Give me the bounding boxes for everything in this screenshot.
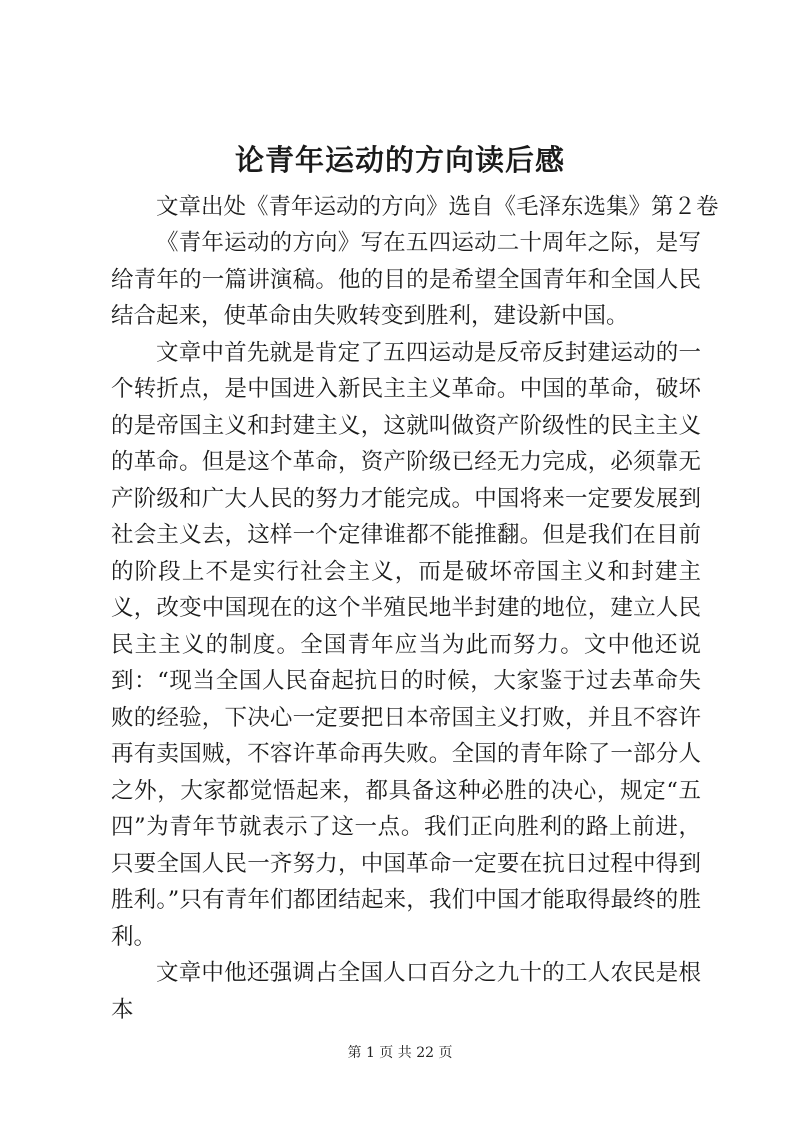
- paragraph-main: 文章中首先就是肯定了五四运动是反帝反封建运动的一个转折点，是中国进入新民主主义革命。中国的革命，破坏的是帝国主义和封建主义，这就叫做资产阶级性的民主主义的革命。但是这个革命，资产阶级已经无力完成，必须靠无产阶级和广大人民的努力才能完成。中国将来一定要发展到社会主义去，这样一个定律谁都不能推翻。但是我们在目前的阶段上不是实行社会主义，而是破坏帝国主义和封建主义，改变中国现在的这个半殖民地半封建的地位，建立人民民主主义的制度。全国青年应当为此而努力。文中他还说到：“现当全国人民奋起抗日的时候，大家鉴于过去革命失败的经验，下决心一定要把日本帝国主义打败，并且不容许再有卖国贼，不容许革命再失败。全国的青年除了一部分人之外，大家都觉悟起来，都具备这种必胜的决心，规定“五四”为青年节就表示了这一点。我们正向胜利的路上前进，只要全国人民一齐努力，中国革命一定要在抗日过程中得到胜利。”只有青年们都团结起来，我们中国才能取得最终的胜利。: [111, 339, 701, 950]
- body-text: [111, 225, 701, 1028]
- paragraph-continued: 文章中他还强调占全国人口百分之九十的工人农民是根本: [111, 960, 701, 1023]
- page-footer: 第 1 页 共 22 页: [347, 1045, 453, 1061]
- document-title: 论青年运动的方向读后感: [234, 143, 565, 177]
- paragraph-intro: 《青年运动的方向》写在五四运动二十周年之际，是写给青年的一篇讲演稿。他的目的是希望全国青年和全国人民结合起来，使革命由失败转变到胜利，建设新中国。: [111, 230, 701, 329]
- source-line: 文章出处《青年运动的方向》选自《毛泽东选集》第２卷: [156, 194, 719, 220]
